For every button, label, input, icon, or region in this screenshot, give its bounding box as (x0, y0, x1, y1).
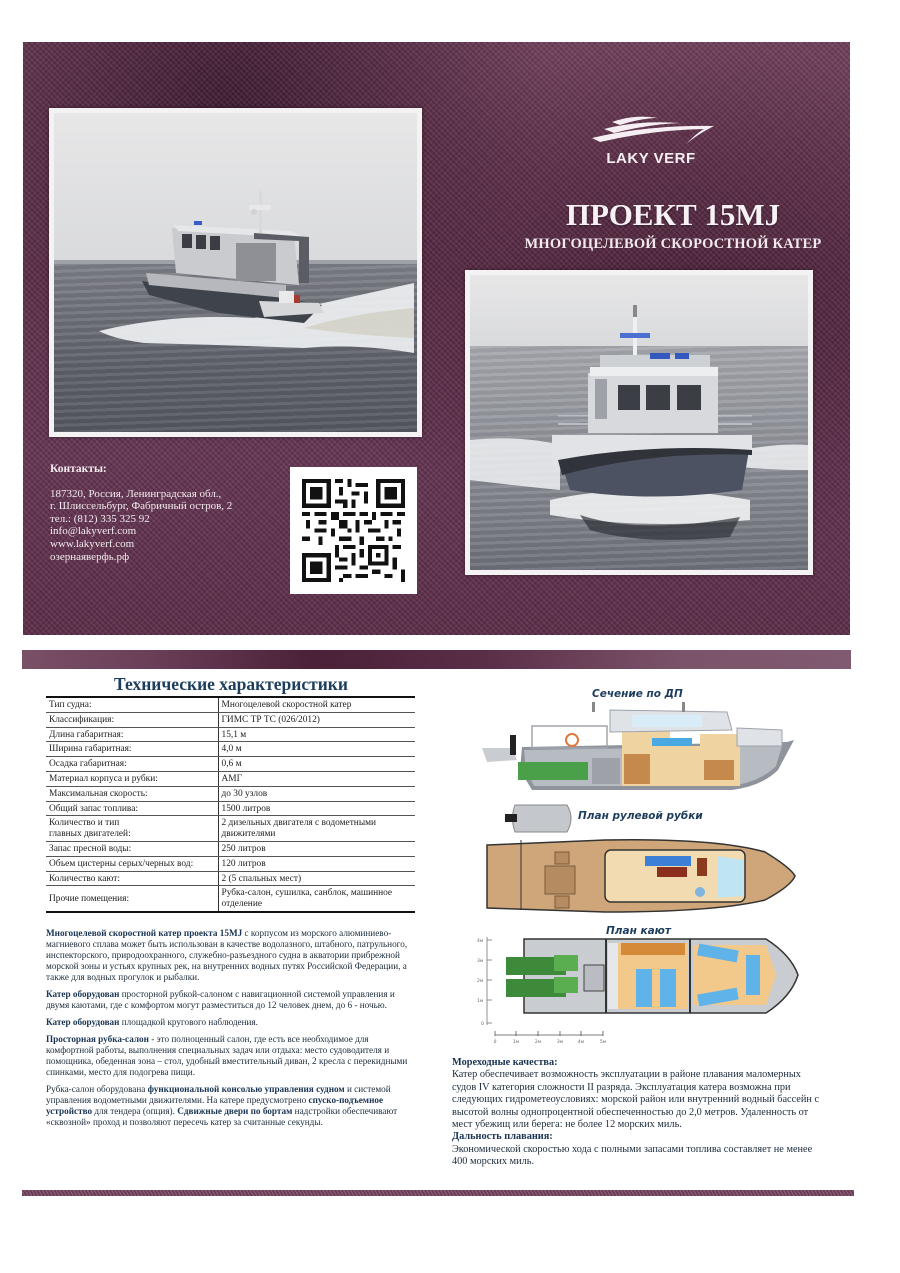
spec-label: Тип судна: (46, 697, 218, 712)
project-title: ПРОЕКТ 15MJ (565, 197, 781, 232)
bold-phrase: функциональной консолью управления судном (147, 1084, 345, 1094)
spec-value: 250 литров (218, 841, 415, 856)
scale-y-tick: 2м (477, 979, 484, 984)
photo-image (54, 113, 417, 432)
scale-x-tick: 5м (599, 1040, 607, 1045)
scale-x-tick: 3м (556, 1040, 564, 1045)
spec-label: Осадка габаритная: (46, 757, 218, 772)
scale-x-tick: 2м (534, 1040, 542, 1045)
section-drawing-label: Сечение по ДП (592, 688, 683, 700)
specs-table (46, 696, 415, 913)
spec-value: 2 (5 спальных мест) (218, 871, 415, 886)
scale-x-tick: 4м (577, 1040, 585, 1045)
spec-label: Объем цистерны серых/черных вод: (46, 856, 218, 871)
contacts-block (50, 463, 290, 563)
photo-image (470, 275, 808, 570)
spec-label: Общий запас топлива: (46, 801, 218, 816)
paragraph (46, 1034, 418, 1078)
paragraph (46, 1017, 418, 1028)
qr-code-icon (302, 479, 405, 582)
paragraph (46, 1084, 418, 1128)
cabins-plan-label: План кают (606, 925, 671, 937)
contact-website[interactable]: www.lakyverf.com (50, 537, 135, 550)
contact-address-line-2: г. Шлиссельбург, Фабричный остров, 2 (50, 500, 233, 513)
spec-label: Максимальная скорость: (46, 786, 218, 801)
scale-y-tick: 0 (481, 1022, 484, 1027)
scale-y-tick: 1м (477, 999, 484, 1004)
table-row (46, 801, 415, 816)
boat-photo-front (465, 270, 813, 575)
spec-value: Многоцелевой скоростной катер (218, 697, 415, 712)
footer-divider (22, 1190, 854, 1196)
spec-value: 2 дизельных двигателя с водометными движителями (218, 816, 415, 842)
specs-title: Технические характеристики (114, 674, 348, 694)
spec-label: Количество кают: (46, 871, 218, 886)
scale-y-tick: 4м (477, 939, 484, 944)
range-text: Экономической скоростью хода с полными запасами топлива составляет не менее 400 морских миль. (452, 1143, 813, 1168)
contact-address-line-1: 187320, Россия, Ленинградская обл., (50, 487, 222, 500)
paragraph-text: и системой управления водометными движителями. На катере предусмотрено (46, 1084, 391, 1105)
table-row (46, 856, 415, 871)
contacts-title: Контакты: (50, 463, 107, 475)
table-row (46, 757, 415, 772)
range-title: Дальность плавания: (452, 1131, 553, 1143)
spec-label: Материал корпуса и рубки: (46, 771, 218, 786)
seaworthiness-text: Катер обеспечивает возможность эксплуатации в районе плавания маломерных судов IV категория сложности II разряда. Эксплуатация катера возможна при следующих гидрометеоусловиях: морской район или внутренний водный бассейн с высотой волны однопроцентной обеспеченностью до 2,0 метров. Удаленность от мест убежищ или берега: не более 12 морских миль. (452, 1069, 820, 1131)
boat-illustration (470, 275, 808, 570)
contact-website-rf[interactable]: озернаяверфь.рф (50, 550, 130, 563)
yacht-logo-icon (586, 112, 716, 148)
spec-label: Ширина габаритная: (46, 742, 218, 757)
cover-banner (23, 42, 850, 635)
paragraph-text: Рубка-салон оборудована (46, 1084, 148, 1094)
table-row (46, 727, 415, 742)
paragraph-text: - это полноценный салон, где есть все необходимое для комфортной работы, выполнения специальных задач или отдыха: место судоводителя и помощника, обеденная зона – стол, удобный вместительный диван, 2 кресла с перекидными спинками, место для подогрева пищи. (46, 1034, 408, 1077)
wheelhouse-plan-drawing (485, 800, 801, 920)
scale-x-tick: 1м (512, 1040, 520, 1045)
bold-lead: Многоцелевой скоростной катер проекта 15MJ (46, 928, 243, 938)
bold-lead: Катер оборудован (46, 989, 120, 999)
scale-y-tick: 3м (477, 959, 484, 964)
spec-label: Длина габаритная: (46, 727, 218, 742)
longitudinal-section-drawing (482, 700, 802, 795)
spec-value: до 30 узлов (218, 786, 415, 801)
spec-label-line: Количество и тип (49, 818, 120, 829)
table-row (46, 697, 415, 712)
contact-phone: тел.: (812) 335 325 92 (50, 512, 150, 525)
cabins-plan-drawing (476, 935, 806, 1047)
bold-phrase: спуско-подъемное устройство (46, 1095, 384, 1116)
spec-value: Рубка-салон, сушилка, санблок, машинное отделение (218, 886, 415, 912)
table-row (46, 816, 415, 842)
description-text (46, 928, 418, 1134)
paragraph (46, 928, 418, 983)
boat-photo-side (49, 108, 422, 437)
seaworthiness-block (452, 1057, 822, 1169)
table-row (46, 742, 415, 757)
table-row (46, 771, 415, 786)
table-row (46, 786, 415, 801)
table-row (46, 712, 415, 727)
project-subtitle: МНОГОЦЕЛЕВОЙ СКОРОСТНОЙ КАТЕР (524, 236, 822, 252)
brand-name: LAKY VERF (606, 150, 696, 167)
spec-value: 15,1 м (218, 727, 415, 742)
paragraph-text: для тендера (опция). (92, 1106, 178, 1116)
spec-value: 1500 литров (218, 801, 415, 816)
table-row (46, 841, 415, 856)
spec-label: Запас пресной воды: (46, 841, 218, 856)
paragraph-text: с корпусом из морского алюминиево-магниевого сплава может быть использован в качестве водолазного, штабного, патрульного, инспекторского, природоохранного, служебно-разъездного судна в акватории прибрежной морской зоны и устьях крупных рек, на внутренних водных путях Российской Федерации, а также для водных прогулок и рыбалки. (46, 928, 408, 982)
spec-label: Прочие помещения: (46, 886, 218, 912)
scale-x-tick: 0 (493, 1040, 497, 1045)
section-divider (22, 650, 851, 669)
table-row (46, 886, 415, 912)
spec-value: 4,0 м (218, 742, 415, 757)
brand-logo (581, 112, 721, 167)
paragraph-text: просторной рубкой-салоном с навигационной системой управления и двумя каютами, где с комфортом могут разместиться до 12 человек днем, до 6 - ночью. (46, 989, 395, 1010)
table-row (46, 871, 415, 886)
bold-lead: Катер оборудован (46, 1017, 120, 1027)
spec-label (46, 816, 218, 842)
spec-value: ГИМС ТР ТС (026/2012) (218, 712, 415, 727)
bold-lead: Просторная рубка-салон (46, 1034, 149, 1044)
spec-label-line: главных двигателей: (49, 829, 131, 840)
paragraph-text: площадкой кругового наблюдения. (119, 1017, 258, 1027)
qr-code[interactable] (290, 467, 417, 594)
paragraph (46, 989, 418, 1011)
boat-illustration (54, 113, 417, 432)
wheelhouse-plan-label: План рулевой рубки (578, 810, 703, 822)
spec-value: АМГ (218, 771, 415, 786)
paragraph-text: надстройки обеспечивают «сквозной» проход и позволяют пересечь катер за считанные секунды. (46, 1106, 398, 1127)
contact-email[interactable]: info@lakyverf.com (50, 525, 137, 538)
bold-phrase: Сдвижные двери по бортам (177, 1106, 293, 1116)
spec-value: 120 литров (218, 856, 415, 871)
spec-value: 0,6 м (218, 757, 415, 772)
seaworthiness-title: Мореходные качества: (452, 1057, 558, 1068)
spec-label: Классификация: (46, 712, 218, 727)
